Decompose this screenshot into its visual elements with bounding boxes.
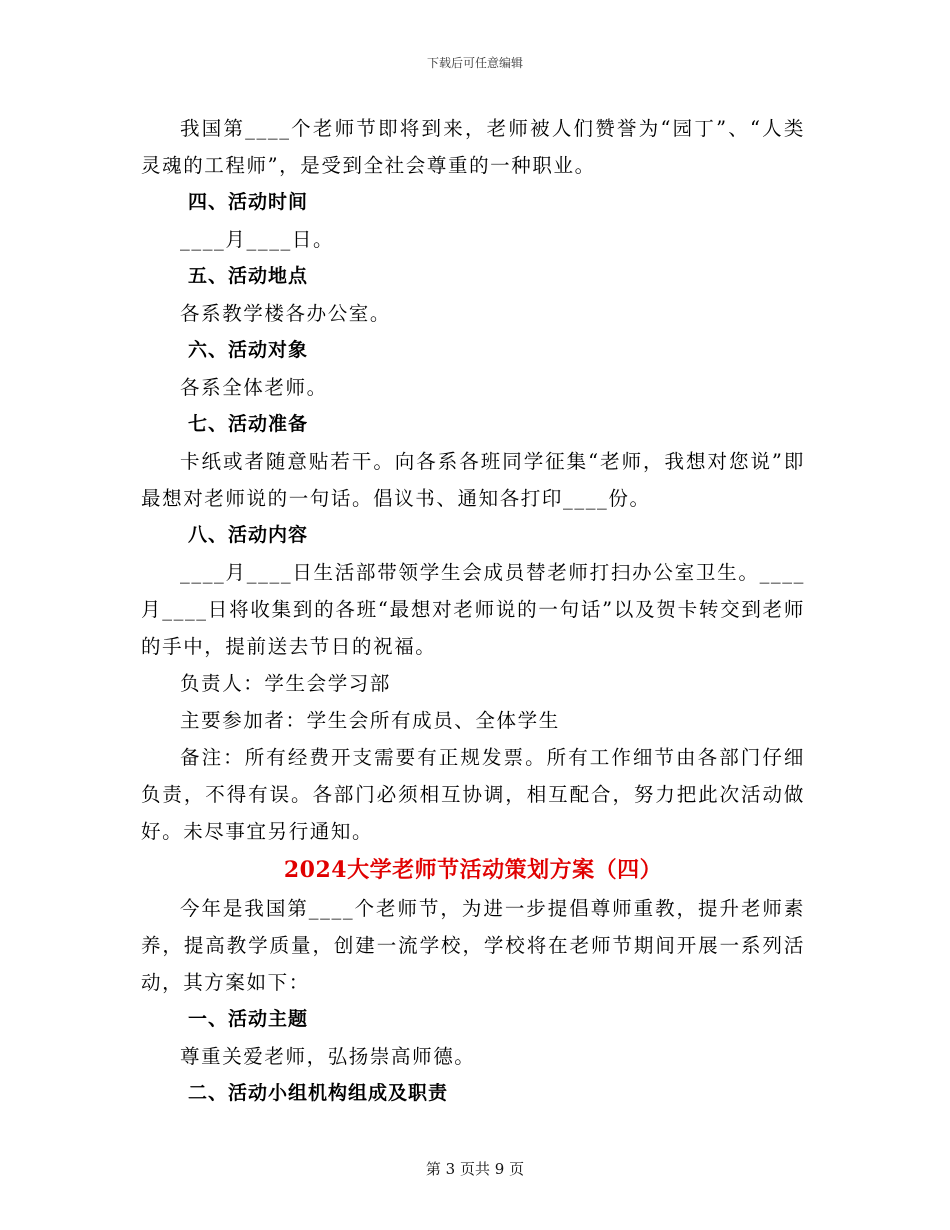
document-body bbox=[141, 110, 805, 1112]
paragraph-activity-content: ____月____日生活部带领学生会成员替老师打扫办公室卫生。____月____日将收集到的各班“最想对老师说的一句话”以及贺卡转交到老师的手中，提前送去节日的祝福。 bbox=[141, 561, 805, 658]
heading-activity-group: 二、活动小组机构组成及职责 bbox=[188, 1082, 449, 1104]
paragraph-participants: 主要参加者：学生会所有成员、全体学生 bbox=[180, 709, 560, 732]
paragraph-activity-time: ____月____日。 bbox=[180, 228, 335, 251]
heading-activity-preparation: 七、活动准备 bbox=[188, 413, 309, 435]
paragraph-responsible: 负责人：学生会学习部 bbox=[180, 672, 392, 695]
paragraph-remarks: 备注：所有经费开支需要有正规发票。所有工作细节由各部门仔细负责，不得有误。各部门必须相互协调，相互配合，努力把此次活动做好。未尽事宜另行通知。 bbox=[141, 746, 805, 843]
heading-activity-content: 八、活动内容 bbox=[188, 524, 309, 546]
page-footer: 第 3 页共 9 页 bbox=[425, 1160, 525, 1178]
paragraph-intro: 我国第____个老师节即将到来，老师被人们赞誉为“园丁”、“人类灵魂的工程师”，是受到全社会尊重的一种职业。 bbox=[141, 117, 805, 177]
paragraph-activity-target: 各系全体老师。 bbox=[180, 376, 328, 399]
paragraph-activity-theme: 尊重关爱老师，弘扬崇高师德。 bbox=[180, 1045, 476, 1068]
section-title: 2024大学老师节活动策划方案（四） bbox=[283, 857, 663, 883]
paragraph-activity-location: 各系教学楼各办公室。 bbox=[180, 302, 392, 325]
page-header: 下载后可任意编辑 bbox=[426, 56, 523, 70]
paragraph-activity-preparation: 卡纸或者随意贴若干。向各系各班同学征集“老师，我想对您说”即最想对老师说的一句话。倡议书、通知各打印____份。 bbox=[141, 450, 805, 510]
paragraph-plan-intro: 今年是我国第____个老师节，为进一步提倡尊师重教，提升老师素养，提高教学质量，创建一流学校，学校将在老师节期间开展一系列活动，其方案如下： bbox=[141, 897, 805, 994]
heading-activity-target: 六、活动对象 bbox=[188, 339, 309, 361]
heading-activity-theme: 一、活动主题 bbox=[188, 1008, 309, 1030]
heading-activity-location: 五、活动地点 bbox=[188, 265, 309, 287]
heading-activity-time: 四、活动时间 bbox=[188, 191, 309, 213]
